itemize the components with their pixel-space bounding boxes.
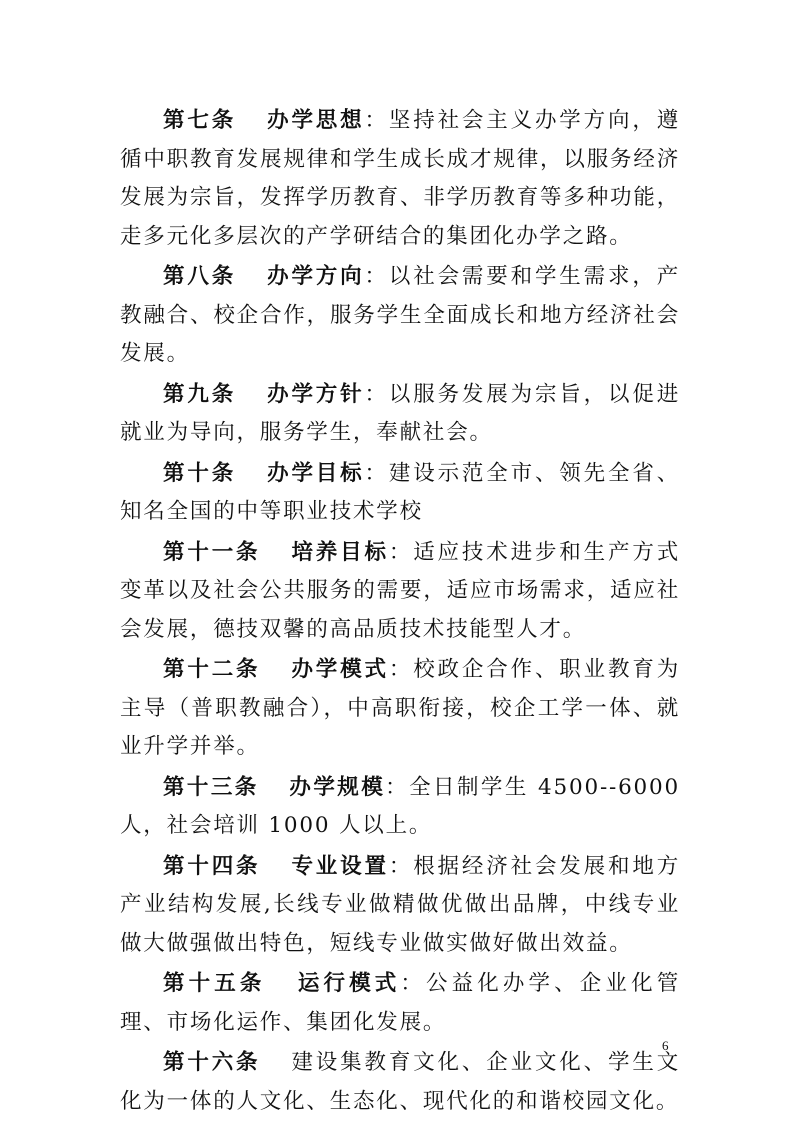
article-heading: 办学方针: [266, 381, 365, 407]
article-heading: 办学方向: [266, 264, 365, 289]
article-text: ：以社会需要和学生需求，产教融合、校企合作，服务学生全面成长和地方经济社会发展。: [120, 264, 681, 366]
article-text: ：校政企合作、职业教育为主导（普职教融合），中高职衔接，校企工学一体、就业升学并举。: [120, 657, 681, 759]
article-text: ：适应技术进步和生产方式变革以及社会公共服务的需要，适应市场需求，适应社会发展，德技双馨的高品质技术技能型人才。: [120, 539, 681, 642]
article-10: [120, 455, 680, 532]
article-13: [120, 769, 680, 846]
article-15: [120, 965, 680, 1042]
article-number: 第十二条: [163, 657, 261, 682]
article-number: 第十五条: [163, 971, 266, 996]
article-heading: 专业设置: [290, 853, 389, 879]
article-heading: 办学规模: [288, 774, 386, 800]
article-number: 第七条: [163, 108, 237, 133]
article-text: 建设集教育文化、企业文化、学生文化为一体的人文化、生态化、现代化的和谐校园文化。: [120, 1050, 680, 1114]
article-text: ：坚持社会主义办学方向，遵循中职教育发展规律和学生成长成才规律，以服务经济发展为宗旨，发挥学历教育、非学历教育等多种功能，走多元化多层次的产学研结合的集团化办学之路。: [120, 108, 681, 249]
article-text: ：公益化办学、企业化管理、市场化运作、集团化发展。: [120, 971, 680, 1035]
article-12: [120, 651, 680, 767]
article-number: 第十一条: [163, 539, 261, 565]
article-text: ：建设示范全市、领先全省、知名全国的中等职业技术学校: [120, 460, 681, 524]
article-text: ：根据经济社会发展和地方产业结构发展,长线专业做精做优做出品牌，中线专业做大做强做出特色，短线专业做实做好做出效益。: [120, 853, 681, 956]
article-8: [120, 258, 680, 374]
article-14: [120, 848, 680, 964]
page-number: 6: [662, 1038, 669, 1053]
article-number: 第八条: [163, 264, 237, 289]
article-number: 第十四条: [163, 853, 261, 879]
article-number: 第十三条: [163, 774, 259, 800]
article-heading: 办学思想: [266, 108, 365, 133]
article-heading: 办学模式: [290, 657, 389, 682]
article-text: ：全日制学生 4500--6000 人，社会培训 1000 人以上。: [120, 774, 680, 838]
article-number: 第九条: [163, 381, 237, 407]
article-heading: 办学目标: [266, 460, 365, 486]
article-11: [120, 534, 680, 650]
article-heading: 培养目标: [290, 539, 389, 565]
articles-list: [120, 102, 680, 1123]
article-9: [120, 376, 680, 453]
article-heading: 运行模式: [295, 971, 401, 996]
article-16: [120, 1044, 680, 1121]
article-number: 第十条: [163, 460, 237, 486]
article-7: [120, 102, 680, 256]
article-number: 第十六条: [163, 1050, 261, 1075]
article-text: ：以服务发展为宗旨，以促进就业为导向，服务学生，奉献社会。: [120, 381, 681, 445]
